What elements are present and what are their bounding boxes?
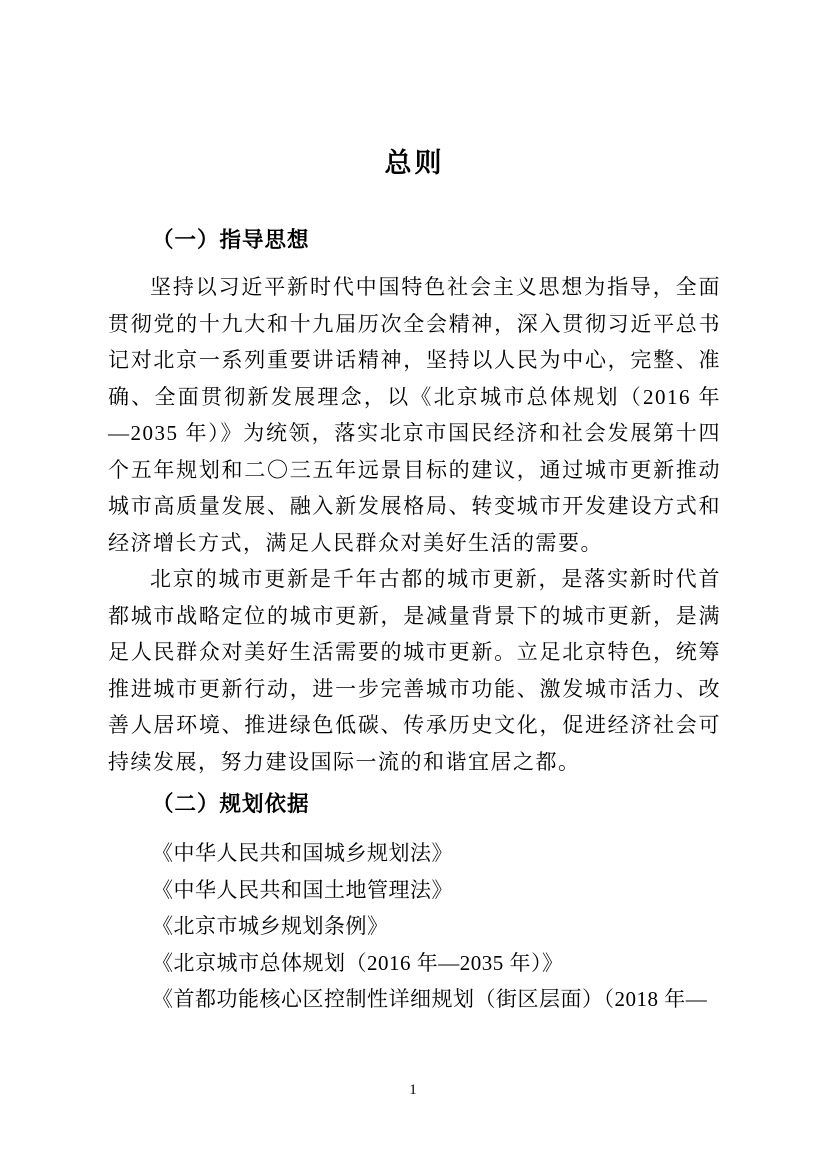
reference-item: 《北京城市总体规划（2016 年—2035 年）》 [152, 950, 564, 975]
document-title: 总则 [384, 148, 445, 178]
reference-item: 《北京市城乡规划条例》 [152, 914, 389, 938]
reference-item: 《首都功能核心区控制性详细规划（街区层面）（2018 年— [152, 987, 708, 1011]
section-2-reference-list [108, 835, 721, 1018]
section-2-heading: （二）规划依据 [152, 792, 310, 816]
reference-item: 《中华人民共和国土地管理法》 [152, 877, 453, 902]
page-number: 1 [409, 1082, 417, 1098]
paragraph: 坚持以习近平新时代中国特色社会主义思想为指导，全面贯彻党的十九大和十九届历次全会精神，深入贯彻习近平总书记对北京一系列重要讲话精神，坚持以人民为中心，完整、准确、全面贯彻新发展理念，以《北京城市总体规划（2016 年—2035 年）》为统领，落实北京市国民经济和社会发展第十四个五年规划和二〇三五年远景目标的建议，通过城市更新推动城市高质量发展、融入新发展格局、转变城市开发建设方式和经济增长方式，满足人民群众对美好生活的需要。 [108, 275, 721, 555]
paragraph: 北京的城市更新是千年古都的城市更新，是落实新时代首都城市战略定位的城市更新，是减量背景下的城市更新，是满足人民群众对美好生活需要的城市更新。立足北京特色，统筹推进城市更新行动，进一步完善城市功能、激发城市活力、改善人居环境、推进绿色低碳、传承历史文化，促进经济社会可持续发展，努力建设国际一流的和谐宜居之都。 [108, 567, 721, 774]
section-1-body [108, 269, 721, 780]
section-1-heading: （一）指导思想 [152, 228, 310, 252]
reference-item: 《中华人民共和国城乡规划法》 [152, 841, 453, 865]
page-content [108, 0, 721, 1018]
